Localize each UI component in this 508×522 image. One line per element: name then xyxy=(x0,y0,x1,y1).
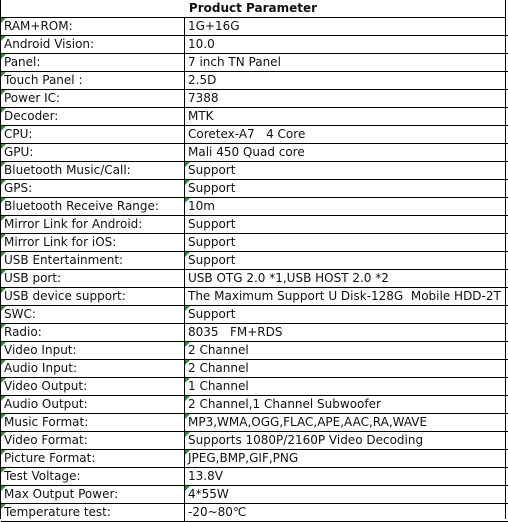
parameter-row xyxy=(1,126,508,144)
parameter-row xyxy=(1,378,508,396)
parameter-label: Test Voltage: xyxy=(1,468,185,486)
parameter-row xyxy=(1,306,508,324)
parameter-label: Bluetooth Music/Call: xyxy=(1,162,185,180)
parameter-value: Supports 1080P/2160P Video Decoding xyxy=(185,432,508,450)
parameter-label: Decoder: xyxy=(1,108,185,126)
parameter-label: Max Output Power: xyxy=(1,486,185,504)
parameter-row xyxy=(1,72,508,90)
parameter-value: 8035 FM+RDS xyxy=(185,324,508,342)
parameter-row xyxy=(1,288,508,306)
parameter-value: 13.8V xyxy=(185,468,508,486)
parameter-row xyxy=(1,432,508,450)
parameter-value: MTK xyxy=(185,108,508,126)
parameter-row xyxy=(1,108,508,126)
parameter-value: Coretex-A7 4 Core xyxy=(185,126,508,144)
parameter-row xyxy=(1,360,508,378)
parameter-label: Video Output: xyxy=(1,378,185,396)
parameter-row xyxy=(1,18,508,36)
parameter-value: 7388 xyxy=(185,90,508,108)
parameter-row xyxy=(1,144,508,162)
parameter-value: Support xyxy=(185,252,508,270)
parameter-row xyxy=(1,450,508,468)
parameter-label: Temperature test: xyxy=(1,504,185,522)
parameter-label: Panel: xyxy=(1,54,185,72)
parameter-label: Radio: xyxy=(1,324,185,342)
parameter-label: Video Input: xyxy=(1,342,185,360)
parameter-row xyxy=(1,90,508,108)
parameter-row xyxy=(1,468,508,486)
parameter-value: 7 inch TN Panel xyxy=(185,54,508,72)
parameter-value: USB OTG 2.0 *1,USB HOST 2.0 *2 xyxy=(185,270,508,288)
parameter-value: Support xyxy=(185,306,508,324)
parameter-row xyxy=(1,396,508,414)
parameter-label: Android Vision: xyxy=(1,36,185,54)
parameter-value: 1 Channel xyxy=(185,378,508,396)
parameter-value: 2 Channel xyxy=(185,342,508,360)
parameter-row xyxy=(1,252,508,270)
parameter-label: Audio Input: xyxy=(1,360,185,378)
parameter-label: Touch Panel : xyxy=(1,72,185,90)
parameter-label: Mirror Link for iOS: xyxy=(1,234,185,252)
parameter-table xyxy=(1,18,508,522)
parameter-value: 2 Channel xyxy=(185,360,508,378)
parameter-label: CPU: xyxy=(1,126,185,144)
parameter-row xyxy=(1,198,508,216)
parameter-label: GPS: xyxy=(1,180,185,198)
parameter-label: USB Entertainment: xyxy=(1,252,185,270)
parameter-value: Support xyxy=(185,216,508,234)
parameter-label: Mirror Link for Android: xyxy=(1,216,185,234)
parameter-label: USB device support: xyxy=(1,288,185,306)
parameter-label: Music Format: xyxy=(1,414,185,432)
parameter-table-body xyxy=(1,18,508,522)
parameter-label: SWC: xyxy=(1,306,185,324)
parameter-row xyxy=(1,414,508,432)
parameter-label: USB port: xyxy=(1,270,185,288)
parameter-label: Audio Output: xyxy=(1,396,185,414)
parameter-row xyxy=(1,486,508,504)
parameter-value: 2 Channel,1 Channel Subwoofer xyxy=(185,396,508,414)
parameter-value: JPEG,BMP,GIF,PNG xyxy=(185,450,508,468)
parameter-row xyxy=(1,270,508,288)
parameter-row xyxy=(1,342,508,360)
parameter-value: Mali 450 Quad core xyxy=(185,144,508,162)
parameter-label: Power IC: xyxy=(1,90,185,108)
parameter-value: Support xyxy=(185,180,508,198)
parameter-label: RAM+ROM: xyxy=(1,18,185,36)
parameter-value: MP3,WMA,OGG,FLAC,APE,AAC,RA,WAVE xyxy=(185,414,508,432)
parameter-label: Video Format: xyxy=(1,432,185,450)
parameter-value: 10.0 xyxy=(185,36,508,54)
parameter-value: The Maximum Support U Disk-128G Mobile HDD-2T xyxy=(185,288,508,306)
parameter-value: 1G+16G xyxy=(185,18,508,36)
parameter-value: 10m xyxy=(185,198,508,216)
sheet-title: Product Parameter xyxy=(1,0,505,18)
parameter-row xyxy=(1,162,508,180)
parameter-value: 2.5D xyxy=(185,72,508,90)
parameter-label: Bluetooth Receive Range: xyxy=(1,198,185,216)
parameter-row xyxy=(1,216,508,234)
parameter-row xyxy=(1,54,508,72)
parameter-value: -20~80℃ xyxy=(185,504,508,522)
parameter-value: Support xyxy=(185,234,508,252)
parameter-row xyxy=(1,324,508,342)
parameter-row xyxy=(1,36,508,54)
parameter-row xyxy=(1,180,508,198)
parameter-value: 4*55W xyxy=(185,486,508,504)
parameter-row xyxy=(1,234,508,252)
parameter-label: Picture Format: xyxy=(1,450,185,468)
parameter-label: GPU: xyxy=(1,144,185,162)
parameter-value: Support xyxy=(185,162,508,180)
